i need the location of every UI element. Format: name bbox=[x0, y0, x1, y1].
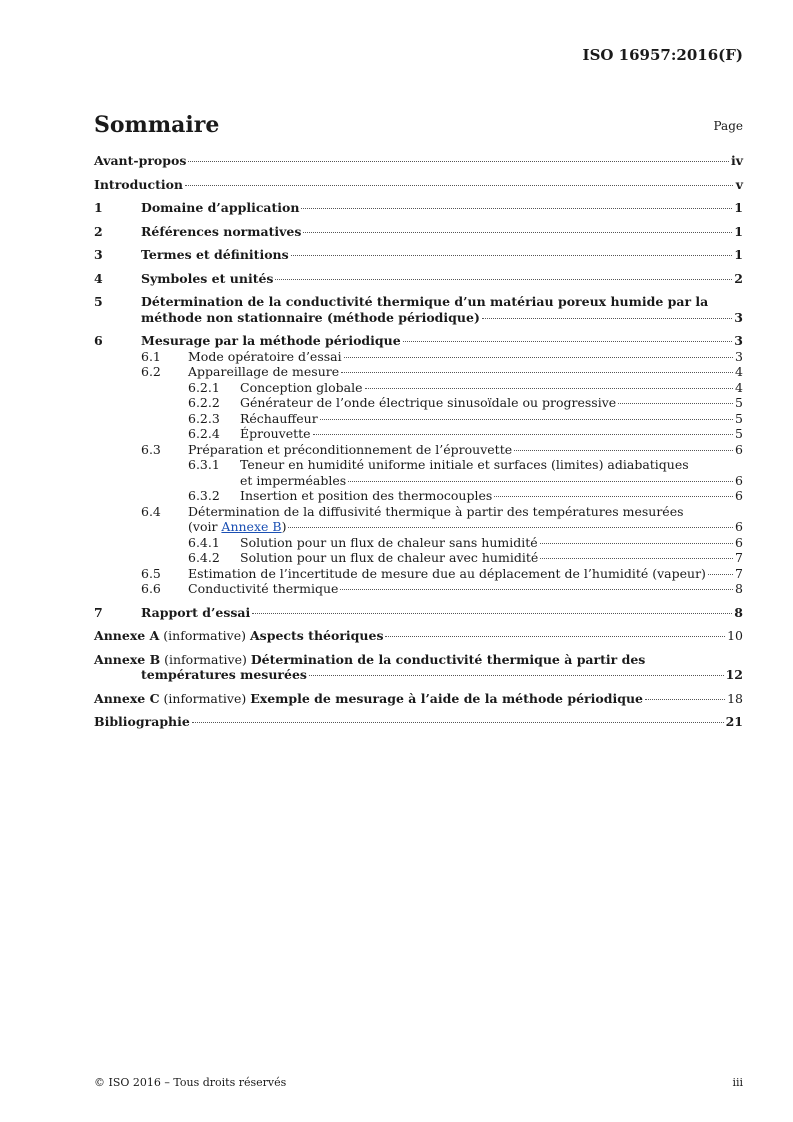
page-column-label: Page bbox=[713, 119, 743, 133]
toc-entry[interactable] bbox=[94, 395, 743, 411]
toc-entry-page: 6 bbox=[735, 472, 743, 488]
toc-entry-number: 6.3.2 bbox=[188, 488, 220, 503]
toc-entry-line bbox=[94, 504, 743, 520]
toc-entry-continuation bbox=[94, 519, 743, 535]
toc-entry-title: Conductivité thermique bbox=[188, 581, 339, 596]
dot-leader bbox=[344, 357, 733, 358]
toc-entry[interactable] bbox=[94, 294, 743, 325]
toc-entry-page: 1 bbox=[734, 200, 743, 215]
dot-leader bbox=[291, 255, 733, 256]
toc-entry-line bbox=[94, 153, 743, 169]
toc-entry-number: 6.2.3 bbox=[188, 410, 220, 426]
toc-entry-page: 21 bbox=[725, 714, 743, 729]
toc-entry[interactable] bbox=[94, 271, 743, 287]
toc-entry-line bbox=[94, 177, 743, 193]
annex-label: Annexe C bbox=[94, 690, 160, 706]
toc-entry[interactable] bbox=[94, 247, 743, 263]
dot-leader bbox=[540, 543, 733, 544]
dot-leader bbox=[708, 574, 733, 575]
toc-entry-number: 6.3 bbox=[141, 441, 161, 457]
toc-entry-line bbox=[94, 714, 743, 730]
toc-entry-title-continued bbox=[188, 519, 286, 535]
dot-leader bbox=[188, 161, 729, 162]
toc-entry[interactable] bbox=[94, 605, 743, 621]
toc-entry-title bbox=[94, 691, 643, 707]
toc-entry-title: Teneur en humidité uniforme initiale et surfaces (limites) adiabatiques bbox=[240, 457, 689, 472]
toc-entry-line bbox=[94, 691, 743, 707]
toc-entry-line bbox=[94, 333, 743, 349]
dot-leader bbox=[320, 419, 733, 420]
toc-entry-page: 8 bbox=[735, 581, 743, 596]
toc-entry[interactable] bbox=[94, 380, 743, 396]
toc-entry-number: 6.4.1 bbox=[188, 534, 220, 550]
toc-entry-number: 6.6 bbox=[141, 581, 161, 596]
paren-open: (voir bbox=[188, 519, 222, 534]
toc-entry-page: 6 bbox=[735, 519, 743, 534]
footer-page-number: iii bbox=[732, 1076, 743, 1089]
toc-entry-continuation bbox=[94, 310, 743, 326]
toc-entry-line bbox=[94, 442, 743, 458]
toc-entry-number: 6.2.1 bbox=[188, 379, 220, 395]
annex-title: Aspects théoriques bbox=[249, 628, 384, 643]
table-of-contents bbox=[94, 153, 743, 730]
toc-entry-title: Détermination de la diffusivité thermique à partir des températures mesurées bbox=[188, 503, 684, 519]
toc-entry-number: 6.4.2 bbox=[188, 550, 220, 565]
toc-entry[interactable] bbox=[94, 628, 743, 644]
annex-kind: (informative) bbox=[159, 690, 251, 706]
toc-entry-number: 6.2.2 bbox=[188, 395, 220, 410]
annex-label: Annexe A bbox=[94, 628, 160, 643]
toc-entry[interactable] bbox=[94, 426, 743, 442]
toc-entry[interactable] bbox=[94, 177, 743, 193]
toc-entry-page: 6 bbox=[735, 488, 743, 503]
toc-entry-line bbox=[94, 224, 743, 240]
toc-entry-number: 6 bbox=[94, 333, 103, 348]
toc-entry-title: Références normatives bbox=[141, 223, 302, 239]
dot-leader bbox=[403, 341, 733, 342]
toc-entry-number: 2 bbox=[94, 223, 103, 239]
toc-entry-title: Mesurage par la méthode périodique bbox=[141, 333, 401, 348]
dot-leader bbox=[494, 496, 733, 497]
paren-close: ) bbox=[281, 519, 287, 534]
dot-leader bbox=[303, 232, 732, 233]
toc-entry-title: Conception globale bbox=[240, 379, 363, 395]
toc-entry-number: 7 bbox=[94, 604, 103, 620]
toc-entry-title: Avant-propos bbox=[94, 153, 187, 168]
toc-entry-title: Solution pour un flux de chaleur avec humidité bbox=[240, 550, 539, 565]
toc-entry-line bbox=[94, 200, 743, 216]
dot-leader bbox=[340, 589, 733, 590]
toc-entry-title: Domaine d’application bbox=[141, 200, 300, 215]
toc-entry-line bbox=[94, 271, 743, 287]
toc-entry-page: 3 bbox=[734, 333, 743, 348]
toc-entry-number: 5 bbox=[94, 294, 103, 309]
toc-entry-page: 6 bbox=[735, 441, 743, 457]
annex-label: Annexe B bbox=[94, 651, 161, 667]
annex-kind: (informative) bbox=[160, 651, 251, 667]
dot-leader bbox=[341, 372, 733, 373]
toc-entry-page: 3 bbox=[734, 309, 743, 325]
dot-leader bbox=[645, 699, 725, 700]
toc-entry-title: Estimation de l’incertitude de mesure due au déplacement de l’humidité (vapeur) bbox=[188, 565, 706, 581]
toc-entry-title bbox=[94, 652, 645, 668]
toc-entry[interactable] bbox=[94, 411, 743, 427]
annex-kind: (informative) bbox=[159, 628, 250, 643]
toc-entry-title bbox=[94, 628, 383, 644]
toc-entry-line bbox=[94, 535, 743, 551]
dot-leader bbox=[288, 527, 733, 528]
toc-entry-title-continued: températures mesurées bbox=[141, 667, 307, 682]
dot-leader bbox=[618, 403, 733, 404]
dot-leader bbox=[348, 481, 733, 482]
toc-entry-line bbox=[94, 488, 743, 504]
dot-leader bbox=[313, 434, 733, 435]
toc-entry[interactable] bbox=[94, 153, 743, 169]
toc-entry-number: 6.5 bbox=[141, 565, 161, 581]
toc-entry-page: 5 bbox=[735, 426, 743, 441]
toc-entry-number: 6.3.1 bbox=[188, 457, 220, 472]
toc-entry-line bbox=[94, 550, 743, 566]
toc-entry[interactable] bbox=[94, 691, 743, 707]
dot-leader bbox=[365, 388, 734, 389]
toc-entry-line bbox=[94, 566, 743, 582]
toc-entry-number: 4 bbox=[94, 270, 103, 286]
toc-entry-line bbox=[94, 395, 743, 411]
toc-entry[interactable] bbox=[94, 535, 743, 551]
dot-leader bbox=[309, 675, 724, 676]
toc-entry-line bbox=[94, 364, 743, 380]
annex-b-link[interactable]: Annexe B bbox=[221, 519, 282, 534]
toc-entry-page: v bbox=[735, 176, 743, 192]
toc-entry[interactable] bbox=[94, 333, 743, 349]
toc-entry-number: 1 bbox=[94, 200, 103, 215]
toc-entry-page: 3 bbox=[735, 348, 743, 364]
dot-leader bbox=[482, 318, 732, 319]
toc-entry[interactable] bbox=[94, 349, 743, 365]
toc-entry-page: 12 bbox=[725, 667, 743, 682]
toc-entry-page: 4 bbox=[735, 379, 743, 395]
toc-entry-number: 6.2 bbox=[141, 364, 161, 379]
toc-entry-page: 5 bbox=[735, 395, 743, 410]
toc-entry-page: 7 bbox=[735, 565, 743, 581]
dot-leader bbox=[275, 279, 732, 280]
toc-entry-title: Préparation et préconditionnement de l’éprouvette bbox=[188, 441, 513, 457]
toc-entry-continuation bbox=[94, 667, 743, 683]
toc-entry-title: Détermination de la conductivité thermique d’un matériau poreux humide par la bbox=[141, 294, 709, 309]
toc-entry-number: 3 bbox=[94, 247, 103, 262]
toc-entry-title-continued: méthode non stationnaire (méthode périodique) bbox=[141, 309, 480, 325]
toc-entry-page: 1 bbox=[734, 247, 743, 262]
dot-leader bbox=[301, 208, 732, 209]
toc-entry-number: 6.2.4 bbox=[188, 426, 220, 441]
dot-leader bbox=[185, 185, 733, 186]
toc-entry[interactable] bbox=[94, 224, 743, 240]
dot-leader bbox=[514, 450, 733, 451]
toc-entry-number: 6.4 bbox=[141, 503, 161, 519]
toc-entry-page: 4 bbox=[735, 364, 743, 379]
toc-entry-title: Termes et définitions bbox=[141, 247, 289, 262]
toc-entry-title-continued: et imperméables bbox=[240, 472, 347, 488]
toc-entry-line bbox=[94, 247, 743, 263]
toc-entry-title: Éprouvette bbox=[240, 426, 311, 441]
toc-entry-page: 7 bbox=[735, 550, 743, 565]
toc-entry-line bbox=[94, 411, 743, 427]
toc-entry-page: 18 bbox=[727, 690, 743, 706]
toc-entry-line bbox=[94, 628, 743, 644]
footer-copyright: © ISO 2016 – Tous droits réservés bbox=[94, 1076, 287, 1089]
toc-entry-title: Insertion et position des thermocouples bbox=[240, 488, 493, 503]
toc-entry[interactable] bbox=[94, 488, 743, 504]
toc-entry-line bbox=[94, 457, 743, 473]
toc-entry-page: 8 bbox=[734, 604, 743, 620]
toc-entry-title: Introduction bbox=[94, 176, 184, 192]
toc-entry-title: Symboles et unités bbox=[141, 270, 274, 286]
toc-entry[interactable] bbox=[94, 200, 743, 216]
toc-entry-line bbox=[94, 581, 743, 597]
toc-entry[interactable] bbox=[94, 652, 743, 683]
toc-entry-page: 6 bbox=[735, 534, 743, 550]
annex-title: Détermination de la conductivité thermique à partir des bbox=[250, 651, 646, 667]
toc-entry-title: Solution pour un flux de chaleur sans humidité bbox=[240, 534, 538, 550]
toc-entry-page: iv bbox=[730, 153, 743, 168]
toc-entry[interactable] bbox=[94, 442, 743, 458]
dot-leader bbox=[192, 722, 724, 723]
toc-entry-title: Mode opératoire d’essai bbox=[188, 348, 342, 364]
toc-entry[interactable] bbox=[94, 550, 743, 566]
toc-entry[interactable] bbox=[94, 364, 743, 380]
annex-title: Exemple de mesurage à l’aide de la méthode périodique bbox=[250, 690, 643, 706]
toc-entry-page: 5 bbox=[735, 410, 743, 426]
document-id: ISO 16957:2016(F) bbox=[582, 46, 743, 64]
toc-entry-line bbox=[94, 294, 743, 310]
toc-entry-line bbox=[94, 380, 743, 396]
toc-entry-page: 1 bbox=[734, 223, 743, 239]
toc-entry[interactable] bbox=[94, 581, 743, 597]
toc-entry-line bbox=[94, 652, 743, 668]
dot-leader bbox=[385, 636, 725, 637]
toc-entry[interactable] bbox=[94, 714, 743, 730]
toc-entry-number: 6.1 bbox=[141, 348, 161, 364]
toc-entry-title: Réchauffeur bbox=[240, 410, 318, 426]
dot-leader bbox=[252, 613, 732, 614]
toc-entry-title: Rapport d’essai bbox=[141, 604, 251, 620]
toc-entry-title: Bibliographie bbox=[94, 714, 190, 729]
toc-title: Sommaire bbox=[94, 112, 220, 138]
toc-entry[interactable] bbox=[94, 566, 743, 582]
toc-entry[interactable] bbox=[94, 504, 743, 535]
toc-entry-line bbox=[94, 605, 743, 621]
dot-leader bbox=[540, 558, 733, 559]
toc-entry-line bbox=[94, 426, 743, 442]
toc-entry-continuation bbox=[94, 473, 743, 489]
toc-entry-page: 10 bbox=[727, 628, 743, 643]
toc-entry-line bbox=[94, 349, 743, 365]
toc-entry-title: Appareillage de mesure bbox=[188, 364, 340, 379]
toc-entry-title: Générateur de l’onde électrique sinusoïdale ou progressive bbox=[240, 395, 617, 410]
toc-entry[interactable] bbox=[94, 457, 743, 488]
toc-entry-page: 2 bbox=[734, 270, 743, 286]
